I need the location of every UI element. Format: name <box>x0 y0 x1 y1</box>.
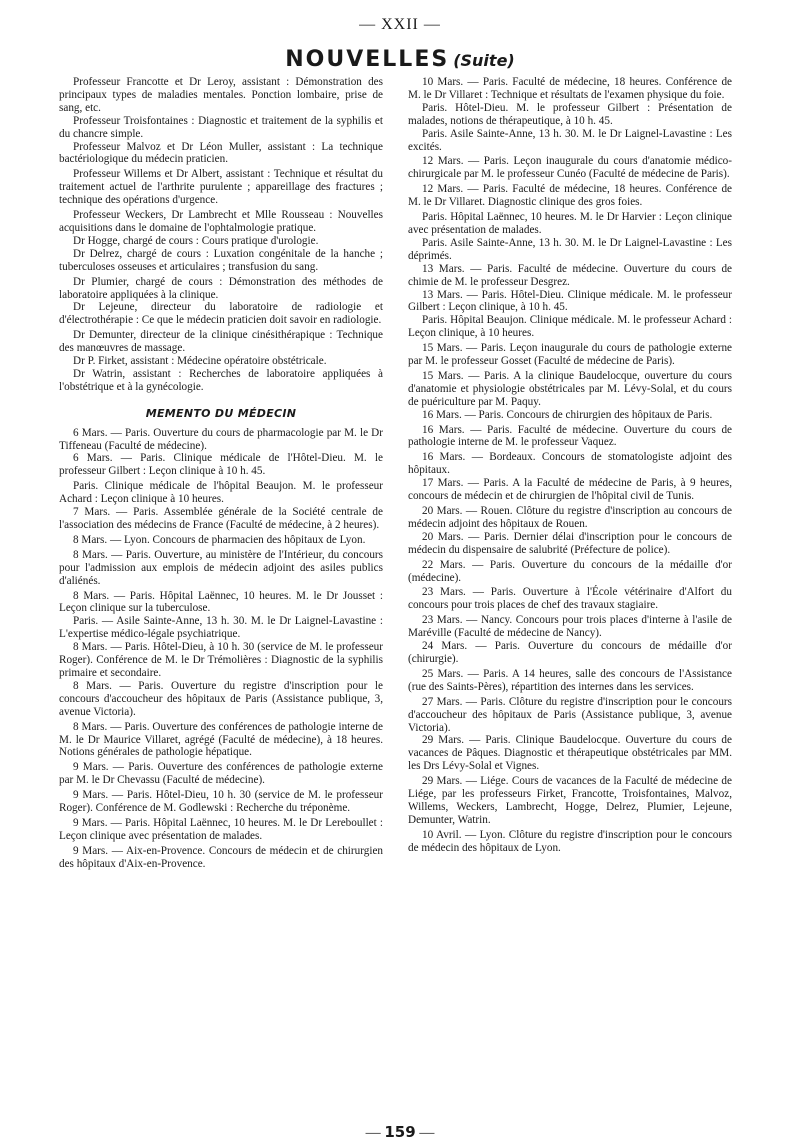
memento-entry: Paris. Hôtel-Dieu. M. le professeur Gilbert : Présentation de malades, notions de thérapeutique, à 10 h. 45. <box>408 101 732 127</box>
memento-entry: 12 Mars. — Paris. Faculté de médecine, 18 heures. Conférence de M. le Dr Villaret. Diagnostic clinique des gros foies. <box>408 183 732 209</box>
memento-entry: 16 Mars. — Paris. Concours de chirurgien des hôpitaux de Paris. <box>422 408 713 421</box>
memento-entry: 8 Mars. — Lyon. Concours de pharmacien des hôpitaux de Lyon. <box>73 533 366 546</box>
memento-entry: 17 Mars. — Paris. A la Faculté de médecine de Paris, à 9 heures, concours de médecin et de chirurgien de l'hôpital civil de Tunis. <box>408 477 732 503</box>
page-heading <box>0 47 800 72</box>
memento-entry: 16 Mars. — Paris. Faculté de médecine. Ouverture du cours de pathologie interne de M. le professeur Vaquez. <box>408 423 732 449</box>
memento-entry: 13 Mars. — Paris. Faculté de médecine. Ouverture du cours de chimie de M. le professeur Desgrez. <box>408 262 732 288</box>
memento-entry: 23 Mars. — Nancy. Concours pour trois places d'interne à l'asile de Maréville (Faculté de médecine de Nancy). <box>408 614 732 640</box>
memento-entry: Paris. Hôpital Laënnec, 10 heures. M. le Dr Harvier : Leçon clinique avec présentation de malades. <box>408 211 732 236</box>
memento-entry: 12 Mars. — Paris. Leçon inaugurale du cours d'anatomie médico-chirurgicale par M. le professeur Cunéo (Faculté de médecine de Paris). <box>408 155 732 181</box>
course-entry: Professeur Troisfontaines : Diagnostic et traitement de la syphilis et du chancre simple. <box>59 114 383 140</box>
heading-suite: (Suite) <box>453 51 515 70</box>
course-entry: Dr Demunter, directeur de la clinique cinésithérapique : Technique des manœuvres de massage. <box>59 329 383 355</box>
course-entry: Dr Watrin, assistant : Recherches de laboratoire appliquées à l'obstétrique et à la gynécologie. <box>59 367 383 393</box>
memento-entry: 8 Mars. — Paris. Ouverture du registre d'inscription pour le concours d'accoucheur des hôpitaux de Paris (Assistance publique, 3, avenue Victoria). <box>59 679 383 718</box>
course-entry: Professeur Willems et Dr Albert, assistant : Technique et résultat du traitement actuel de l'arthrite purulente ; appareillage des fractures ; technique des opérations d'urgence. <box>59 168 383 207</box>
course-entry: Dr Lejeune, directeur du laboratoire de radiologie et d'électrothérapie : Ce que le médecin praticien doit savoir en radiologie. <box>59 301 383 327</box>
memento-entry: 6 Mars. — Paris. Ouverture du cours de pharmacologie par M. le Dr Tiffeneau (Faculté de médecine). <box>59 426 383 452</box>
memento-entry: 20 Mars. — Paris. Dernier délai d'inscription pour le concours de médecin du dispensaire de salubrité (Préfecture de police). <box>408 530 732 556</box>
memento-entry: 15 Mars. — Paris. Leçon inaugurale du cours de pathologie externe par M. le professeur Gosset (Faculté de médecine de Paris). <box>408 342 732 368</box>
memento-entry: 9 Mars. — Aix-en-Provence. Concours de médecin et de chirurgien des hôpitaux d'Aix-en-Provence. <box>59 844 383 870</box>
memento-entry: 9 Mars. — Paris. Hôtel-Dieu, 10 h. 30 (service de M. le professeur Roger). Conférence de M. Godlewski : Recherche du tréponème. <box>59 789 383 815</box>
course-entry: Dr Delrez, chargé de cours : Luxation congénitale de la hanche ; tuberculoses osseuses et articulaires ; transfusion du sang. <box>59 247 383 273</box>
memento-entry: Paris. — Asile Sainte-Anne, 13 h. 30. M. le Dr Laignel-Lavastine : L'expertise médico-légale psychiatrique. <box>59 615 383 641</box>
page-number: 159 <box>384 1123 416 1141</box>
memento-entry: 22 Mars. — Paris. Ouverture du concours de la médaille d'or (médecine). <box>408 558 732 584</box>
memento-entry: Paris. Asile Sainte-Anne, 13 h. 30. M. le Dr Laignel-Lavastine : Les déprimés. <box>408 236 732 262</box>
course-entry: Professeur Malvoz et Dr Léon Muller, assistant : La technique bactériologique du médecin praticien. <box>59 140 383 166</box>
right-column <box>408 76 732 855</box>
memento-entry: 25 Mars. — Paris. A 14 heures, salle des concours de l'Assistance (rue des Saints-Pères), répartition des internes dans les services. <box>408 667 732 693</box>
memento-section-title: MEMENTO DU MÉDECIN <box>145 406 297 420</box>
memento-entry: 29 Mars. — Liége. Cours de vacances de la Faculté de médecine de Liége, par les professeurs Firket, Francotte, Troisfontaines, Malvoz, Willems, Weckers, Lambrecht, Hogge, Delrez, Plumier, Lejeune, Demunter, Watrin. <box>408 775 732 826</box>
memento-entry: 16 Mars. — Bordeaux. Concours de stomatologiste adjoint des hôpitaux. <box>408 451 732 477</box>
course-entry: Dr Hogge, chargé de cours : Cours pratique d'urologie. <box>73 234 319 247</box>
memento-entry: 13 Mars. — Paris. Hôtel-Dieu. Clinique médicale. M. le professeur Gilbert : Leçon clinique, à 10 h. 45. <box>408 288 732 314</box>
memento-entry: 6 Mars. — Paris. Clinique médicale de l'Hôtel-Dieu. M. le professeur Gilbert : Leçon clinique à 10 h. 45. <box>59 452 383 478</box>
memento-entry: Paris. Asile Sainte-Anne, 13 h. 30. M. le Dr Laignel-Lavastine : Les excités. <box>408 127 732 153</box>
memento-entry: 8 Mars. — Paris. Ouverture, au ministère de l'Intérieur, du concours pour l'admission aux emplois de médecin adjoint des asiles publics d'aliénés. <box>59 548 383 587</box>
memento-entry: 29 Mars. — Paris. Clinique Baudelocque. Ouverture du cours de vacances de Pâques. Diagnostic et thérapeutique obstétricales par MM. les Drs Lévy-Solal et Vignes. <box>408 734 732 773</box>
left-column <box>59 76 383 871</box>
memento-entry: 8 Mars. — Paris. Hôpital Laënnec, 10 heures. M. le Dr Jousset : Leçon clinique sur la tuberculose. <box>59 589 383 615</box>
memento-entry: 20 Mars. — Rouen. Clôture du registre d'inscription au concours de médecin adjoint des hôpitaux de Rouen. <box>408 505 732 530</box>
memento-entry: 23 Mars. — Paris. Ouverture à l'École vétérinaire d'Alfort du concours pour trois places de chef des travaux stagiaire. <box>408 586 732 612</box>
memento-entry: 15 Mars. — Paris. A la clinique Baudelocque, ouverture du cours d'anatomie et physiologie obstétricales par M. Lévy-Solal, et du cours de puériculture par M. Paquy. <box>408 369 732 408</box>
course-entry: Dr P. Firket, assistant : Médecine opératoire obstétricale. <box>73 355 327 368</box>
memento-entry: 7 Mars. — Paris. Assemblée générale de la Société centrale de l'association des médecins de France (Faculté de médecine, à 2 heures). <box>59 506 383 531</box>
memento-entry: 10 Mars. — Paris. Faculté de médecine, 18 heures. Conférence de M. le Dr Villaret : Technique et résultats de l'examen physique du foie. <box>408 76 732 101</box>
memento-entry: 24 Mars. — Paris. Ouverture du concours de médaille d'or (chirurgie). <box>408 640 732 665</box>
heading-title: NOUVELLES <box>285 47 450 72</box>
memento-entry: 9 Mars. — Paris. Ouverture des conférences de pathologie externe par M. le Dr Chevassu (Faculté de médecine). <box>59 761 383 787</box>
course-entry: Dr Plumier, chargé de cours : Démonstration des méthodes de laboratoire appliquées à la clinique. <box>59 275 383 301</box>
memento-entry: 10 Avril. — Lyon. Clôture du registre d'inscription pour le concours de médecin des hôpitaux de Lyon. <box>408 828 732 854</box>
memento-entry: Paris. Clinique médicale de l'hôpital Beaujon. M. le professeur Achard : Leçon clinique à 10 heures. <box>59 480 383 506</box>
course-entry: Professeur Francotte et Dr Leroy, assistant : Démonstration des principaux types de maladies mentales. Ponction lombaire, prise de sang, etc. <box>59 76 383 114</box>
course-entry: Professeur Weckers, Dr Lambrecht et Mlle Rousseau : Nouvelles acquisitions dans le domaine de l'ophtalmologie pratique. <box>59 209 383 234</box>
memento-entry: 27 Mars. — Paris. Clôture du registre d'inscription pour le concours d'accoucheur des hôpitaux de Paris (Assistance publique, 3, avenue Victoria). <box>408 695 732 734</box>
memento-entry: 8 Mars. — Paris. Hôtel-Dieu, à 10 h. 30 (service de M. le professeur Roger). Conférence de M. le Dr Trémolières : Diagnostic de la syphilis primaire et secondaire. <box>59 641 383 679</box>
footer-dash: — <box>365 1125 381 1141</box>
memento-entry: 8 Mars. — Paris. Ouverture des conférences de pathologie interne de M. le Dr Maurice Villaret, agrégé (Faculté de médecine), à 18 heures. Notions générales de pathologie hépatique. <box>59 720 383 759</box>
page-footer <box>0 1123 800 1142</box>
footer-dash: — <box>419 1125 435 1141</box>
memento-entry: Paris. Hôpital Beaujon. Clinique médicale. M. le professeur Achard : Leçon clinique, à 10 heures. <box>408 314 732 340</box>
memento-entry: 9 Mars. — Paris. Hôpital Laënnec, 10 heures. M. le Dr Lereboullet : Leçon clinique avec présentation de malades. <box>59 816 383 842</box>
page-roman-numeral: — XXII — <box>359 16 441 33</box>
